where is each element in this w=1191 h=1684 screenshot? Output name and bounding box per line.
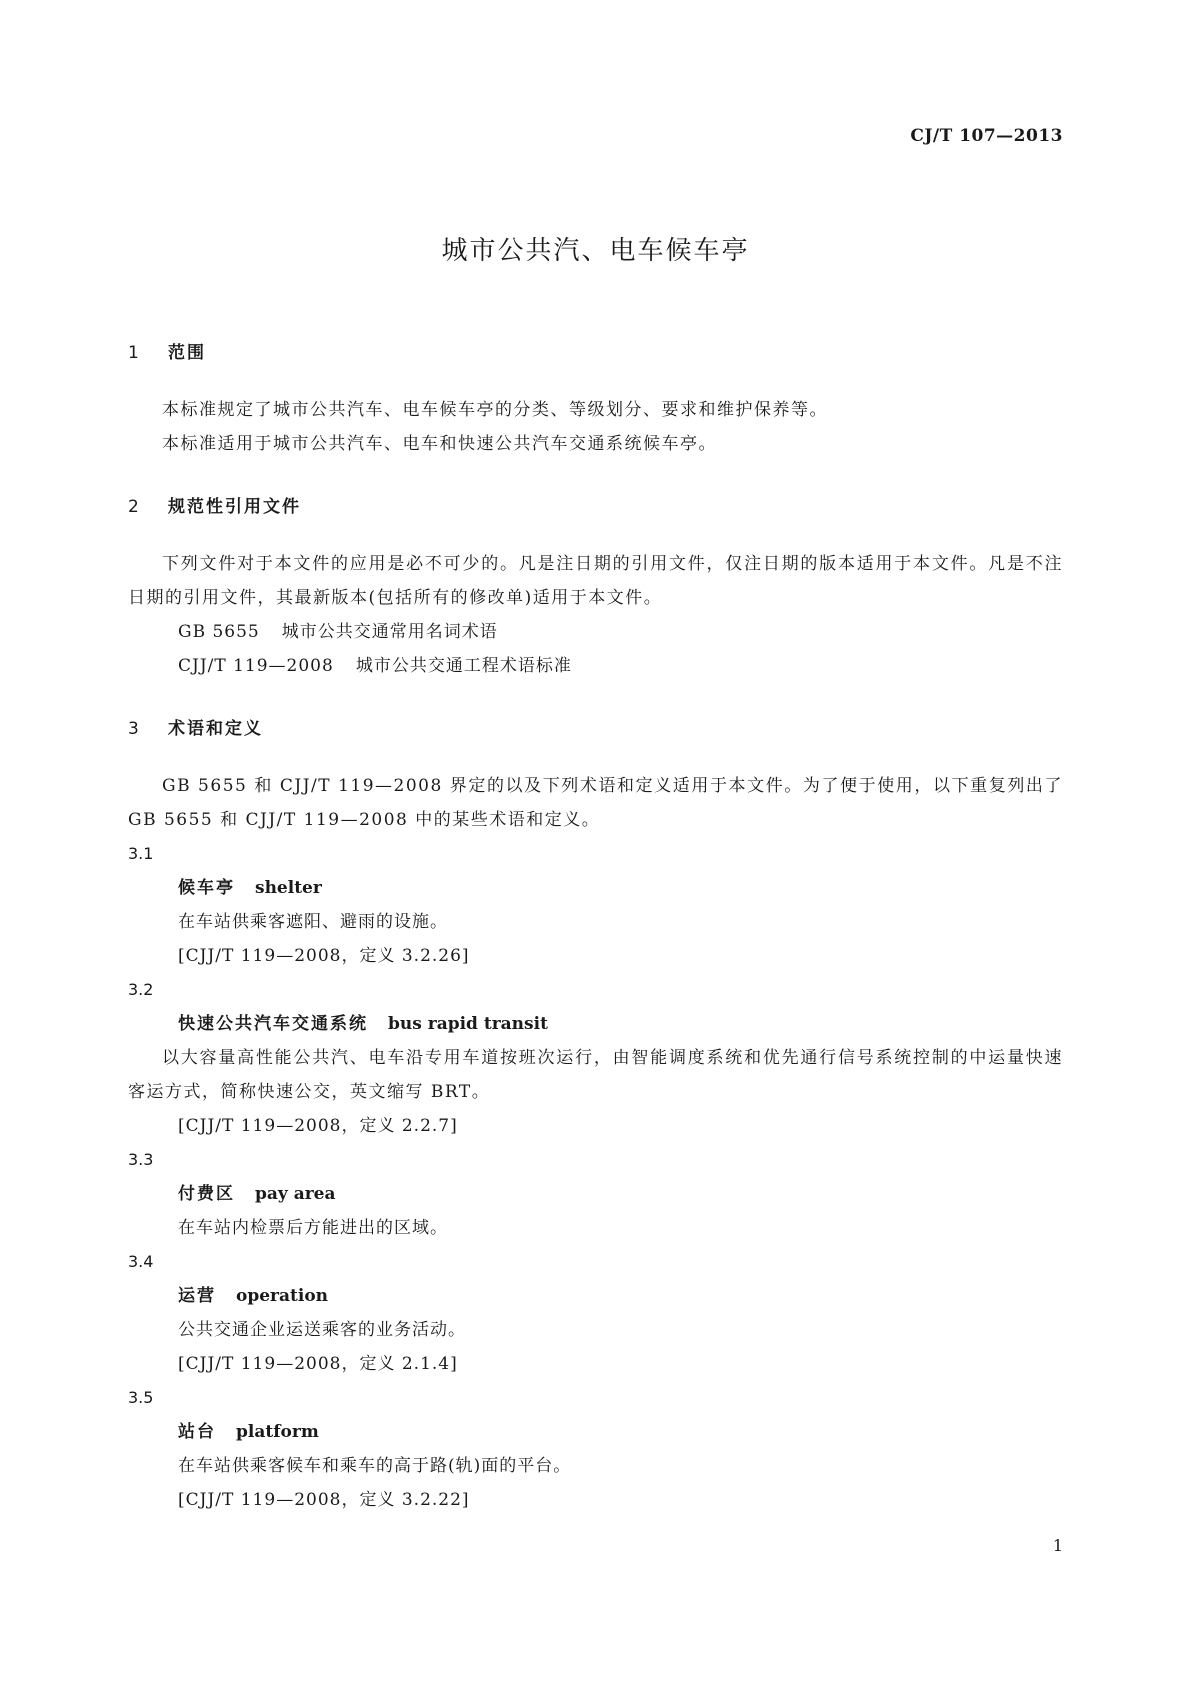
section-number: 2 [128,497,141,517]
term-source: [CJJ/T 119—2008，定义 2.2.7] [178,1116,458,1136]
clause-number: 3.4 [128,1252,154,1271]
term-en: bus rapid transit [388,1014,548,1034]
term-entry [128,1415,1063,1449]
term-source: [CJJ/T 119—2008，定义 3.2.22] [178,1490,470,1510]
term-zh: 付费区 [178,1184,235,1204]
reference-title: 城市公共交通常用名词术语 [281,622,498,642]
section-heading-terms-definitions [128,714,1063,739]
term-zh: 快速公共汽车交通系统 [178,1014,368,1034]
term-entry [128,1279,1063,1313]
clause-number: 3.3 [128,1150,154,1169]
reference-code: GB 5655 [178,622,260,642]
document-title: 城市公共汽、电车候车亭 [441,236,750,266]
term-definition: 在车站内检票后方能进出的区域。 [178,1218,448,1238]
reference-item [128,615,1063,649]
paragraph: GB 5655 和 CJJ/T 119—2008 界定的以及下列术语和定义适用于本文件。为了便于使用，以下重复列出了 GB 5655 和 CJJ/T 119—2008 中的某些术语和定义。 [128,776,1063,830]
term-source: [CJJ/T 119—2008，定义 3.2.26] [178,946,470,966]
term-zh: 站台 [178,1422,216,1442]
page-number: 1 [1052,1536,1063,1555]
clause-number: 3.1 [128,844,154,863]
term-definition: 以大容量高性能公共汽、电车沿专用车道按班次运行，由智能调度系统和优先通行信号系统控制的中运量快速客运方式，简称快速公交，英文缩写 BRT。 [128,1048,1063,1102]
paragraph: 本标准规定了城市公共汽车、电车候车亭的分类、等级划分、要求和维护保养等。 [162,400,828,420]
term-definition: 在车站供乘客遮阳、避雨的设施。 [178,912,448,932]
term-en: pay area [255,1184,336,1204]
term-zh: 候车亭 [178,878,235,898]
section-heading-scope [128,338,1063,363]
standard-code: CJ/T 107—2013 [910,126,1063,146]
paragraph: 本标准适用于城市公共汽车、电车和快速公共汽车交通系统候车亭。 [162,434,717,454]
term-en: operation [236,1286,329,1306]
section-title: 规范性引用文件 [168,497,301,517]
term-entry [128,1007,1063,1041]
section-number: 3 [128,719,141,739]
section-title: 范围 [168,343,206,363]
term-entry [128,871,1063,905]
reference-title: 城市公共交通工程术语标准 [355,656,572,676]
term-definition: 在车站供乘客候车和乘车的高于路(轨)面的平台。 [178,1456,572,1476]
section-title: 术语和定义 [168,719,263,739]
section-number: 1 [128,343,141,363]
document-body [128,338,1063,1517]
reference-item [128,649,1063,683]
term-definition: 公共交通企业运送乘客的业务活动。 [178,1320,466,1340]
section-heading-normative-references [128,492,1063,517]
clause-number: 3.5 [128,1388,154,1407]
reference-code: CJJ/T 119—2008 [178,656,334,676]
clause-number: 3.2 [128,980,154,999]
term-en: shelter [255,878,322,898]
term-zh: 运营 [178,1286,216,1306]
paragraph: 下列文件对于本文件的应用是必不可少的。凡是注日期的引用文件，仅注日期的版本适用于本文件。凡是不注日期的引用文件，其最新版本(包括所有的修改单)适用于本文件。 [128,554,1063,608]
term-source: [CJJ/T 119—2008，定义 2.1.4] [178,1354,458,1374]
term-entry [128,1177,1063,1211]
term-en: platform [236,1422,319,1442]
